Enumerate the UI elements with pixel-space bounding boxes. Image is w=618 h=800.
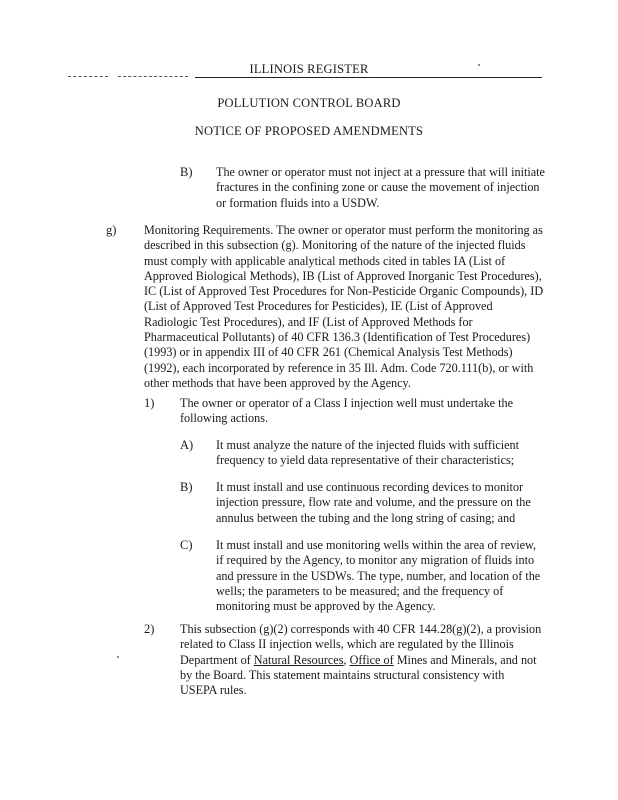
text-line: described in this subsection (g). Monitoring of the nature of the injected fluids	[144, 238, 526, 253]
underlined-agency-name: Natural Resources	[253, 652, 344, 667]
para-1c-label: C)	[180, 538, 193, 552]
text-line: The owner or operator of a Class I injection well must undertake the	[180, 396, 514, 410]
text-line: Radiologic Test Procedures), and IF (List of Approved Methods for	[144, 314, 473, 329]
text-line: annulus between the tubing and the long string of casing; and	[216, 510, 516, 525]
register-title: ILLINOIS REGISTER	[249, 62, 369, 76]
text-line	[180, 653, 541, 668]
text-span: Mines and Minerals, and not	[393, 652, 537, 667]
para-2-label: 2)	[144, 622, 155, 636]
text-line: The owner or operator must not inject at a pressure that will initiate	[216, 165, 545, 179]
para-1a-text	[216, 438, 519, 469]
scan-speck	[117, 656, 119, 658]
para-1-label: 1)	[144, 396, 155, 410]
para-b-label: B)	[180, 165, 193, 179]
text-line: (List of Approved Test Procedures for Pesticides), IE (List of Approved	[144, 299, 493, 314]
text-line: frequency to yield data representative of their characteristics;	[216, 453, 515, 468]
text-line: must comply with applicable analytical methods cited in tables IA (List of	[144, 253, 506, 268]
text-line: Approved Biological Methods), IB (List of Approved Inorganic Test Procedures),	[144, 268, 542, 283]
text-line: monitoring must be approved by the Agency.	[216, 599, 436, 614]
para-2-text	[180, 622, 541, 698]
para-g-text	[144, 223, 543, 391]
text-line: and pressure in the USDWs. The type, number, and location of the	[216, 568, 541, 583]
underlined-office-of: Office of	[349, 652, 394, 667]
para-1b-label: B)	[180, 480, 193, 494]
text-line: It must install and use continuous recording devices to monitor	[216, 480, 524, 494]
text-line: other methods that have been approved by the Agency.	[144, 375, 411, 390]
text-line: This subsection (g)(2) corresponds with 40 CFR 144.28(g)(2), a provision	[180, 622, 542, 636]
board-title: POLLUTION CONTROL BOARD	[217, 96, 401, 110]
text-line: It must analyze the nature of the injected fluids with sufficient	[216, 438, 520, 452]
text-line: if required by the Agency, to monitor any migration of fluids into	[216, 553, 535, 568]
para-1c-text	[216, 538, 540, 614]
text-line: by the Board. This statement maintains structural consistency with	[180, 667, 505, 682]
text-line: It must install and use monitoring wells within the area of review,	[216, 538, 537, 552]
text-line: injection pressure, flow rate and volume, and the pressure on the	[216, 495, 531, 510]
para-b-text	[216, 165, 545, 211]
text-line: wells; the parameters to be measured; and the frequency of	[216, 583, 504, 598]
text-line: USEPA rules.	[180, 683, 247, 698]
para-1b-text	[216, 480, 531, 526]
text-line: Pharmaceutical Pollutants) of 40 CFR 136.3 (Identification of Test Procedures)	[144, 330, 531, 345]
para-g-label: g)	[106, 223, 117, 237]
text-line: (1993) or in appendix III of 40 CFR 261 (Chemical Analysis Test Methods)	[144, 345, 513, 360]
text-line: following actions.	[180, 411, 269, 426]
text-line: or formation fluids into a USDW.	[216, 195, 380, 210]
text-line: fractures in the confining zone or cause the movement of injection	[216, 180, 540, 195]
text-line: Monitoring Requirements. The owner or operator must perform the monitoring as	[144, 223, 543, 237]
text-line: IC (List of Approved Test Procedures for Non-Pesticide Organic Compounds), ID	[144, 284, 544, 299]
para-1a-label: A)	[180, 438, 194, 452]
header-rule	[195, 77, 542, 78]
text-span: Department of	[180, 652, 254, 667]
notice-title: NOTICE OF PROPOSED AMENDMENTS	[194, 124, 424, 138]
text-line: related to Class II injection wells, which are regulated by the Illinois	[180, 637, 514, 652]
text-line: (1992), each incorporated by reference in 35 Ill. Adm. Code 720.111(b), or with	[144, 360, 534, 375]
text-span: ,	[343, 652, 350, 667]
para-1-text	[180, 396, 513, 427]
